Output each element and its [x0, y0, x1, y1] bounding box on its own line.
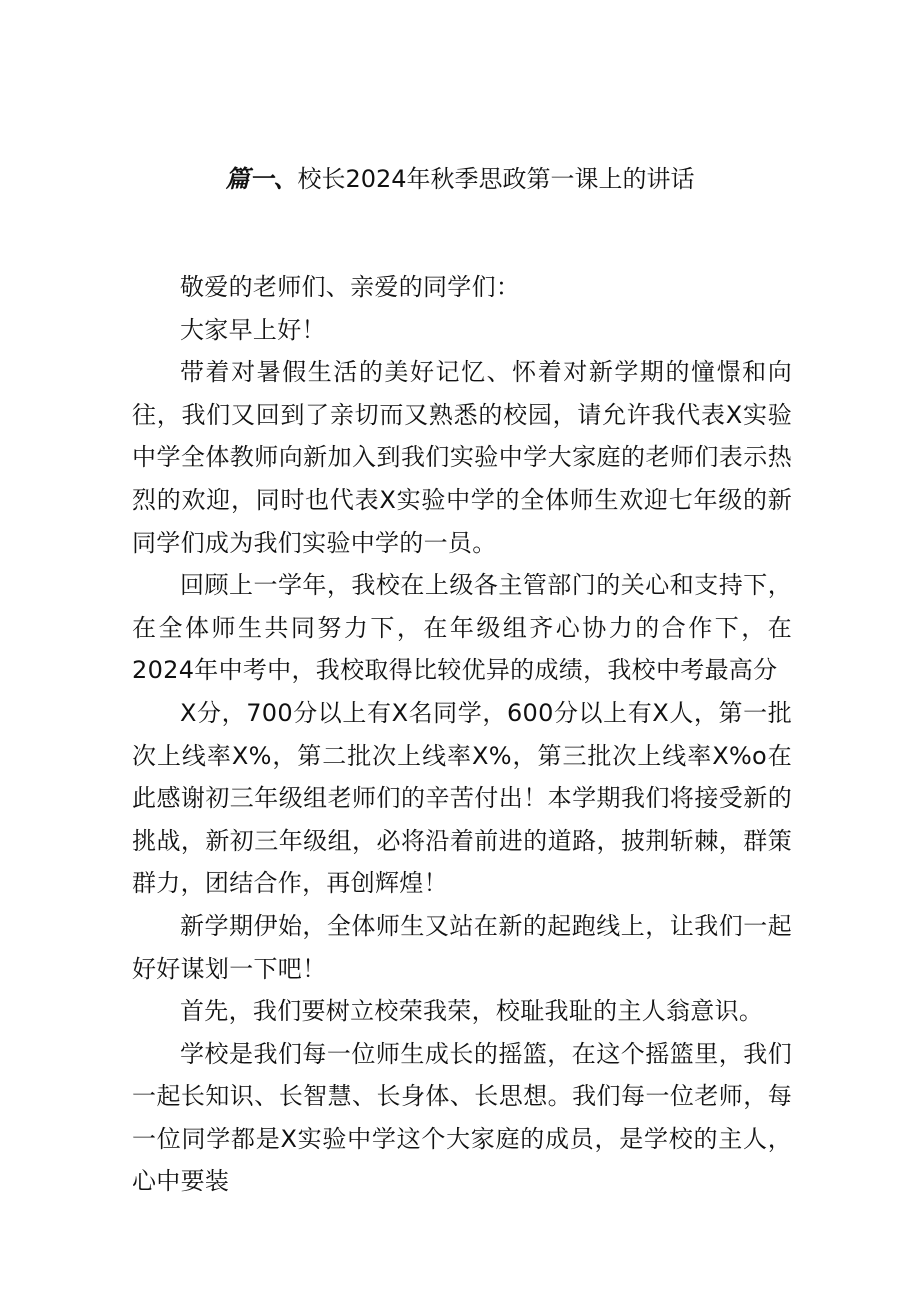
- paragraph-greeting: 大家早上好！: [180, 315, 326, 344]
- paragraph-school-cradle: 学校是我们每一位师生成长的摇篮，在这个摇篮里，我们一起长知识、长智慧、长身体、长思想。我们每一位老师，每一位同学都是X实验中学这个大家庭的成员，是学校的主人，心中要装: [132, 1039, 792, 1196]
- title-text: 校长2024年秋季思政第一课上的讲话: [297, 165, 695, 193]
- paragraph-results: X分，700分以上有X名同学，600分以上有X人，第一批次上线率X%，第二批次上线率X%，第三批次上线率X%o在此感谢初三年级组老师们的辛苦付出！本学期我们将接受新的挑战，新初三年级组，必将沿着前进的道路，披荆斩棘，群策群力，团结合作，再创辉煌！: [132, 698, 792, 898]
- title-prefix: 篇一、: [225, 164, 298, 193]
- paragraph-review: 回顾上一学年，我校在上级各主管部门的关心和支持下，在全体师生共同努力下，在年级组齐心协力的合作下，在2024年中考中，我校取得比较优异的成绩，我校中考最高分: [132, 571, 792, 685]
- document-body: [132, 266, 792, 1203]
- paragraph-first-point: 首先，我们要树立校荣我荣，校耻我耻的主人翁意识。: [180, 997, 764, 1026]
- paragraph-salutation: 敬爱的老师们、亲爱的同学们：: [180, 273, 521, 301]
- paragraph-welcome: 带着对暑假生活的美好记忆、怀着对新学期的憧憬和向往，我们又回到了亲切而又熟悉的校园，请允许我代表X实验中学全体教师向新加入到我们实验中学大家庭的老师们表示热烈的欢迎，同时也代表X实验中学的全体师生欢迎七年级的新同学们成为我们实验中学的一员。: [132, 358, 792, 557]
- document-title: [0, 161, 920, 197]
- paragraph-new-term: 新学期伊始，全体师生又站在新的起跑线上，让我们一起好好谋划一下吧！: [132, 911, 792, 983]
